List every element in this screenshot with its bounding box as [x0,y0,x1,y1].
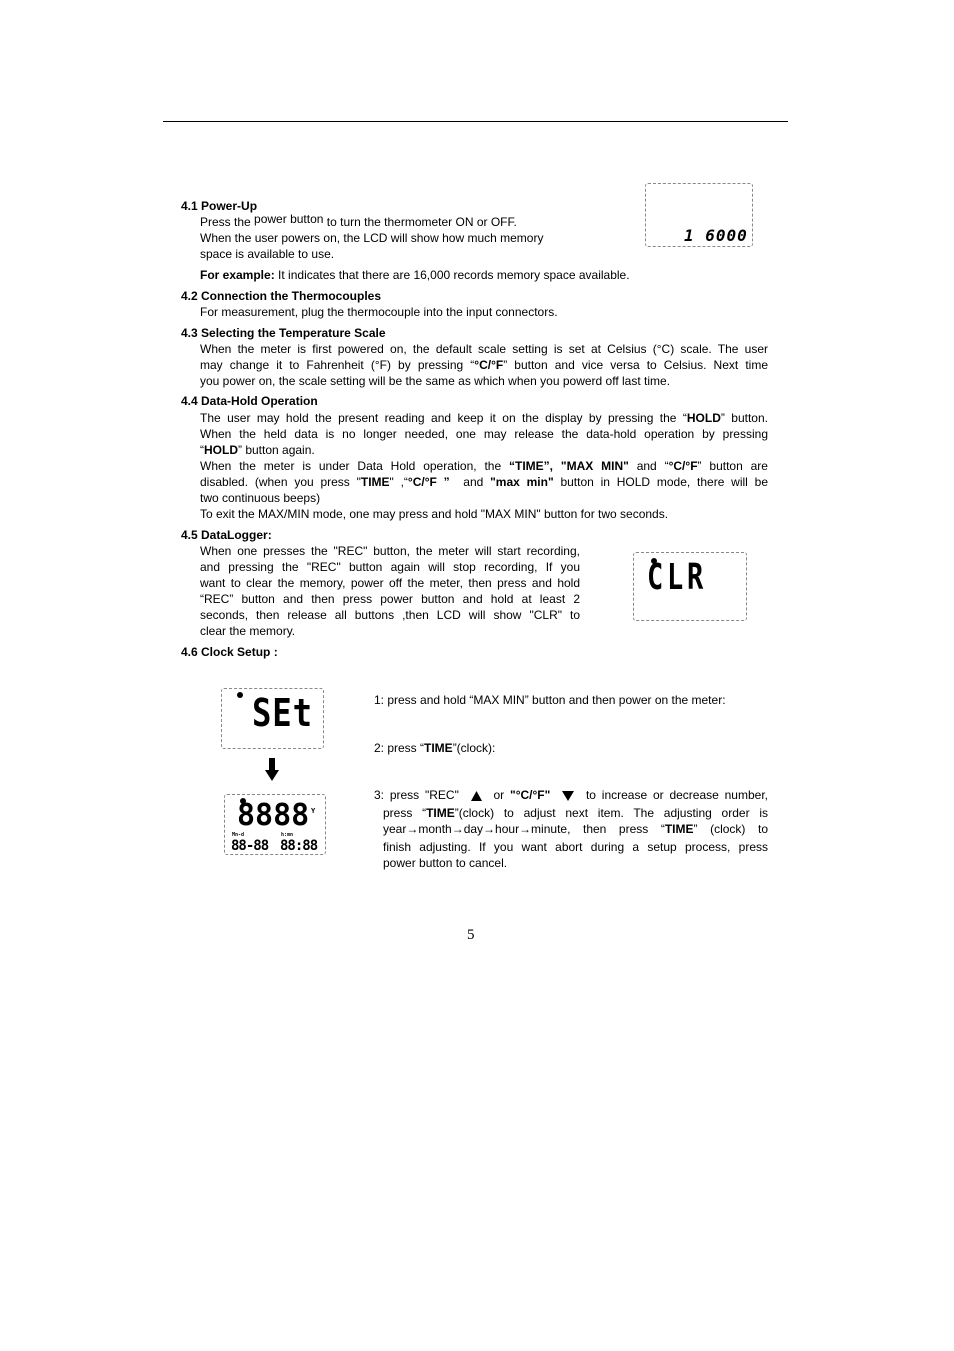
paragraph: When one presses the "REC" button, the meter will start recording, and pressing the "REC" button again will stop recording, If you want to clear the memory, power off the meter, then press and hold “REC” button and then press power button and hold at least 2 seconds, then release all buttons ,then LCD will show "CLR" to clear the memory. [200,544,580,638]
paragraph-line: For measurement, plug the thermocouple into the input connectors. [200,305,558,319]
paragraph-line: When the user powers on, the LCD will show how much memory [200,231,544,245]
example-line: For example: It indicates that there are 16,000 records memory space available. [200,268,630,282]
triangle-down-icon [562,791,574,801]
paragraph-line: Press the power button to turn the thermometer ON or OFF. [200,212,517,229]
lcd-memory-display: 1 6000 [645,183,753,247]
lcd-clr-display: CLR [633,552,747,621]
step-3: 3: press "REC" or "°C/°F" to increase or decrease number, [374,788,768,802]
section-heading: 4.5 DataLogger: [181,528,272,542]
lcd-clock-display: 8888 Y Mn-d h:mn 88-88 88:88 [224,794,326,855]
step-1: 1: press and hold “MAX MIN” button and then power on the meter: [374,693,726,707]
section-heading: 4.3 Selecting the Temperature Scale [181,326,386,340]
page-number: 5 [467,927,475,943]
triangle-up-icon [471,791,482,801]
section-heading: 4.6 Clock Setup : [181,645,278,659]
arrow-down-icon [265,758,279,782]
paragraph: The user may hold the present reading and keep it on the display by pressing the “HOLD” button. When the held data is no longer needed, one may release the data-hold operation by pressing “HOLD” button again. When the meter is under Data Hold operation, the “TIME”, "MAX MIN" and “°C/°F” button are disabled. (when you press "TIME" ,“°C/°F ” and "max min" button in HOLD mode, there will be two continuous beeps) To exit the MAX/MIN mode, one may press and hold "MAX MIN" button for two seconds. [200,411,768,521]
paragraph-line: space is available to use. [200,247,335,261]
section-heading: 4.1 Power-Up [181,199,258,213]
step-3-continued: press “TIME”(clock) to adjust next item. The adjusting order is year→month→day→hour→minute, then press “TIME” (clock) to finish adjusting. If you want abort during a setup process, press power button to cancel. [383,806,769,870]
power-indicator-icon [237,692,243,698]
lcd-set-display: SEt [221,688,324,749]
section-heading: 4.4 Data-Hold Operation [181,394,318,408]
step-2: 2: press “TIME”(clock): [374,741,496,755]
paragraph: When the meter is first powered on, the default scale setting is set at Celsius (°C) scale. The user may change it to Fahrenheit (°F) by pressing “°C/°F” button and vice versa to Celsius. Next time you power on, the scale setting will be the same as which when you powerd off last time. [200,342,768,388]
section-heading: 4.2 Connection the Thermocouples [181,289,382,303]
header-rule [163,121,788,122]
